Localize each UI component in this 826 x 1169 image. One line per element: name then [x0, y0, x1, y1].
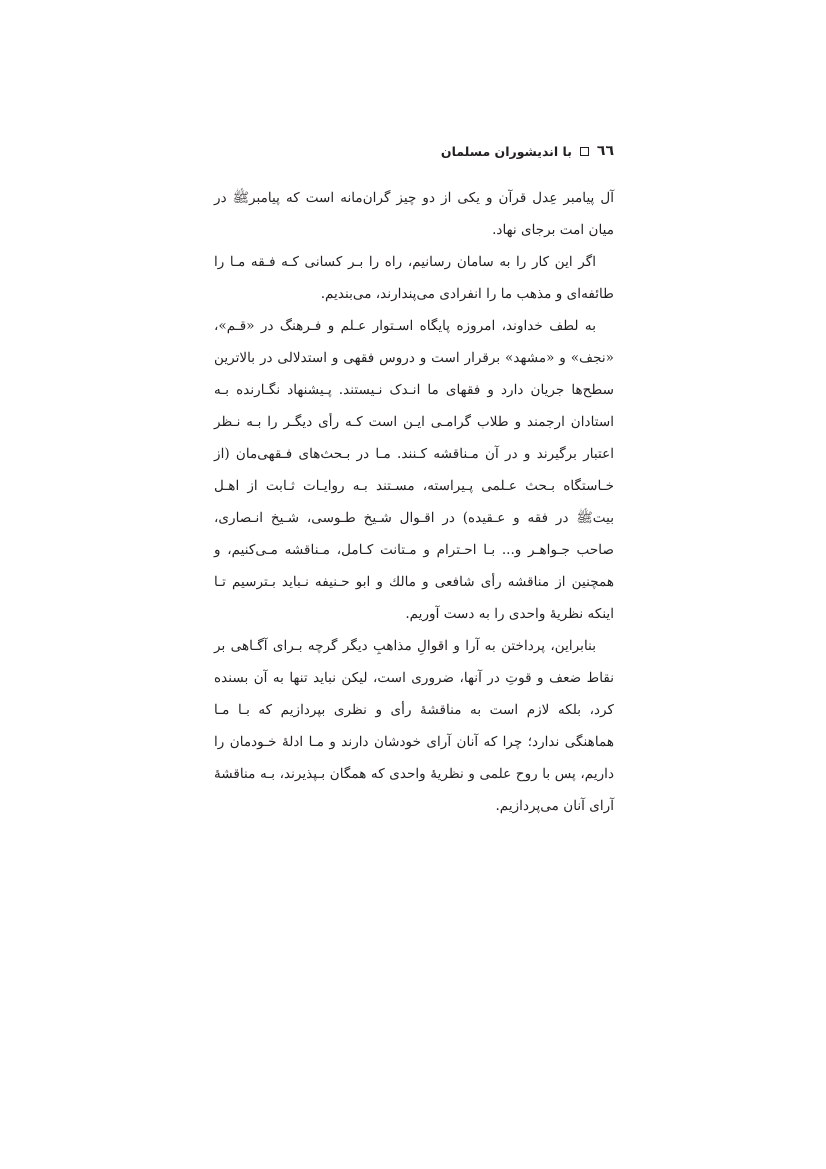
paragraph: بنابراین، پرداختن به آرا و اقوالِ مذاهبِ دیگر گرچه بـرای آگـاهی بر نقاط ضعف و قوتِ در آنها، ضروری است، لیکن نباید تنها به آن بسنده کرد، بلکه لازم است به مناقشهٔ رأی و نظری بپردازیم که بـا مـا هماهنگی ندارد؛ چرا که آنان آرای خودشان دارند و مـا ادلهٔ خـودمان را داریم، پس با روح علمی و نظریهٔ واحدی که همگان بـپذیرند، بـه مناقشهٔ آرای آنان می‌پردازیم.: [214, 638, 614, 814]
body-text: [214, 182, 614, 822]
page-header: [214, 143, 614, 159]
running-title: با اندیشوران مسلمان: [440, 143, 572, 159]
paragraph: آل پیامبر عِدل قرآن و یکی از دو چیز گران‌مانه است که پیامبرﷺ در میان امت برجای نهاد.: [214, 190, 614, 238]
paragraph: اگر این کار را به سامان رسانیم، راه را بـر کسانی کـه فـقه مـا را طائفه‌ای و مذهب ما را انفرادی می‌پندارند، می‌بندیم.: [214, 254, 614, 302]
paragraph: به لطف خداوند، امروزه پایگاه اسـتوار عـلم و فـرهنگ در «قـم»، «نجف» و «مشهد» برقرار است و دروس فقهی و استدلالی در بالاترین سطح‌ها جریان دارد و فقهای ما انـدک نـیستند. پـیشنهاد نگـارنده بـه استادان ارجمند و طلاب گرامـی ایـن است کـه رأی دیگـر را بـه نـظر اعتبار برگیرند و در آن مـناقشه کـنند. مـا در بـحث‌های فـقهی‌مان (از خـاستگاه بـحث عـلمی پـیراسته، مسـتند بـه روایـات ثـابت از اهـل بیتﷺ در فقه و عـقیده) در اقـوال شـیخ طـوسی، شـیخ انـصاری، صاحب جـواهـر و... بـا احـترام و مـتانت کـامل، مـناقشه مـی‌کنیم، و همچنین از مناقشه رأی شافعی و مالك و ابو حـنیفه نـباید بـترسیم تـا اینکه نظریهٔ واحدی را به دست آوریم.: [214, 318, 614, 622]
page-number: ٦٦: [596, 143, 614, 159]
square-icon: [580, 147, 589, 156]
